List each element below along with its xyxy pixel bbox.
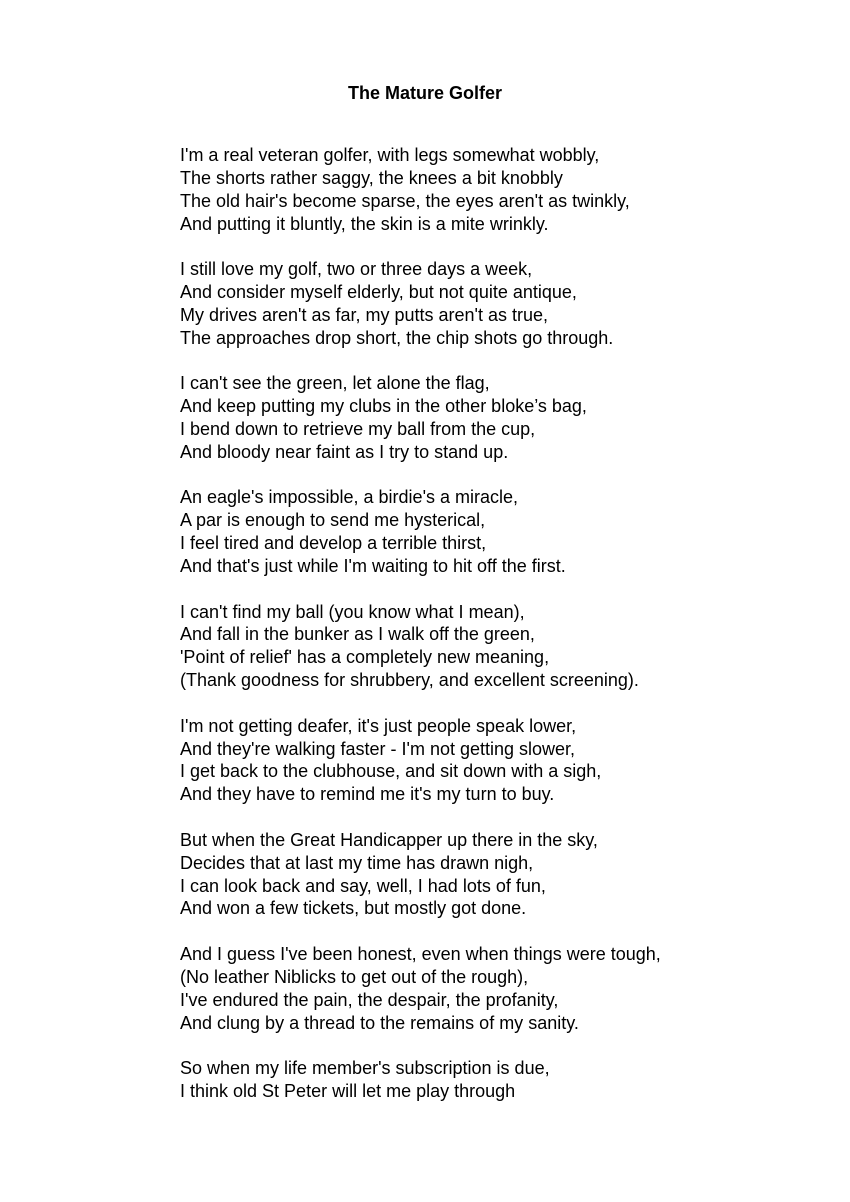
poem-line: I'm not getting deafer, it's just people speak lower, bbox=[180, 715, 577, 736]
poem-line: And clung by a thread to the remains of my sanity. bbox=[180, 1012, 579, 1033]
poem-line: I get back to the clubhouse, and sit down with a sigh, bbox=[180, 761, 602, 782]
poem-line: And putting it bluntly, the skin is a mite wrinkly. bbox=[180, 213, 549, 234]
poem-line: An eagle's impossible, a birdie's a miracle, bbox=[180, 487, 519, 508]
poem-line: I can't find my ball (you know what I mean), bbox=[180, 601, 525, 622]
poem-line: But when the Great Handicapper up there in the sky, bbox=[180, 829, 598, 850]
poem-line: And that's just while I'm waiting to hit off the first. bbox=[180, 556, 566, 577]
stanza-9 bbox=[180, 1057, 820, 1103]
poem-line: And bloody near faint as I try to stand up. bbox=[180, 441, 509, 462]
poem-title: The Mature Golfer bbox=[347, 83, 503, 103]
stanza-8 bbox=[180, 943, 820, 1035]
stanza-3 bbox=[180, 372, 820, 464]
poem-line: So when my life member's subscription is due, bbox=[180, 1058, 550, 1078]
poem-line: I can look back and say, well, I had lots of fun, bbox=[180, 875, 546, 896]
poem-line: And keep putting my clubs in the other bloke’s bag, bbox=[180, 396, 587, 417]
poem-line: I still love my golf, two or three days a week, bbox=[180, 259, 533, 280]
poem-line: The old hair's become sparse, the eyes aren't as twinkly, bbox=[180, 190, 630, 211]
stanza-1 bbox=[180, 144, 820, 236]
stanza-4 bbox=[180, 486, 820, 578]
poem-line: The shorts rather saggy, the knees a bit knobbly bbox=[180, 167, 563, 188]
poem-line: I bend down to retrieve my ball from the cup, bbox=[180, 419, 536, 440]
poem-line: The approaches drop short, the chip shots go through. bbox=[180, 327, 614, 348]
poem-line: And they're walking faster - I'm not getting slower, bbox=[180, 738, 576, 759]
poem-line: (Thank goodness for shrubbery, and excellent screening). bbox=[180, 670, 639, 691]
poem-line: And consider myself elderly, but not quite antique, bbox=[180, 282, 577, 303]
poem-line: I've endured the pain, the despair, the profanity, bbox=[180, 989, 559, 1010]
poem-line: A par is enough to send me hysterical, bbox=[180, 510, 486, 531]
stanza-7 bbox=[180, 829, 820, 921]
poem-line: I'm a real veteran golfer, with legs somewhat wobbly, bbox=[180, 145, 600, 165]
poem-line: And I guess I've been honest, even when things were tough, bbox=[180, 943, 661, 964]
poem-line: My drives aren't as far, my putts aren't as true, bbox=[180, 304, 549, 325]
poem-body bbox=[180, 144, 820, 1125]
poem-line: And fall in the bunker as I walk off the green, bbox=[180, 624, 535, 645]
poem-line: And they have to remind me it's my turn to buy. bbox=[180, 784, 555, 805]
poem-line: Decides that at last my time has drawn nigh, bbox=[180, 852, 534, 873]
poem-line: 'Point of relief' has a completely new meaning, bbox=[180, 647, 550, 668]
poem-line: I think old St Peter will let me play through bbox=[180, 1080, 516, 1101]
poem-line: I can't see the green, let alone the flag, bbox=[180, 373, 490, 394]
stanza-2 bbox=[180, 258, 820, 350]
poem-line: I feel tired and develop a terrible thirst, bbox=[180, 533, 487, 554]
poem-line: (No leather Niblicks to get out of the rough), bbox=[180, 966, 529, 987]
stanza-6 bbox=[180, 715, 820, 807]
poem-line: And won a few tickets, but mostly got done. bbox=[180, 898, 527, 919]
stanza-5 bbox=[180, 601, 820, 693]
